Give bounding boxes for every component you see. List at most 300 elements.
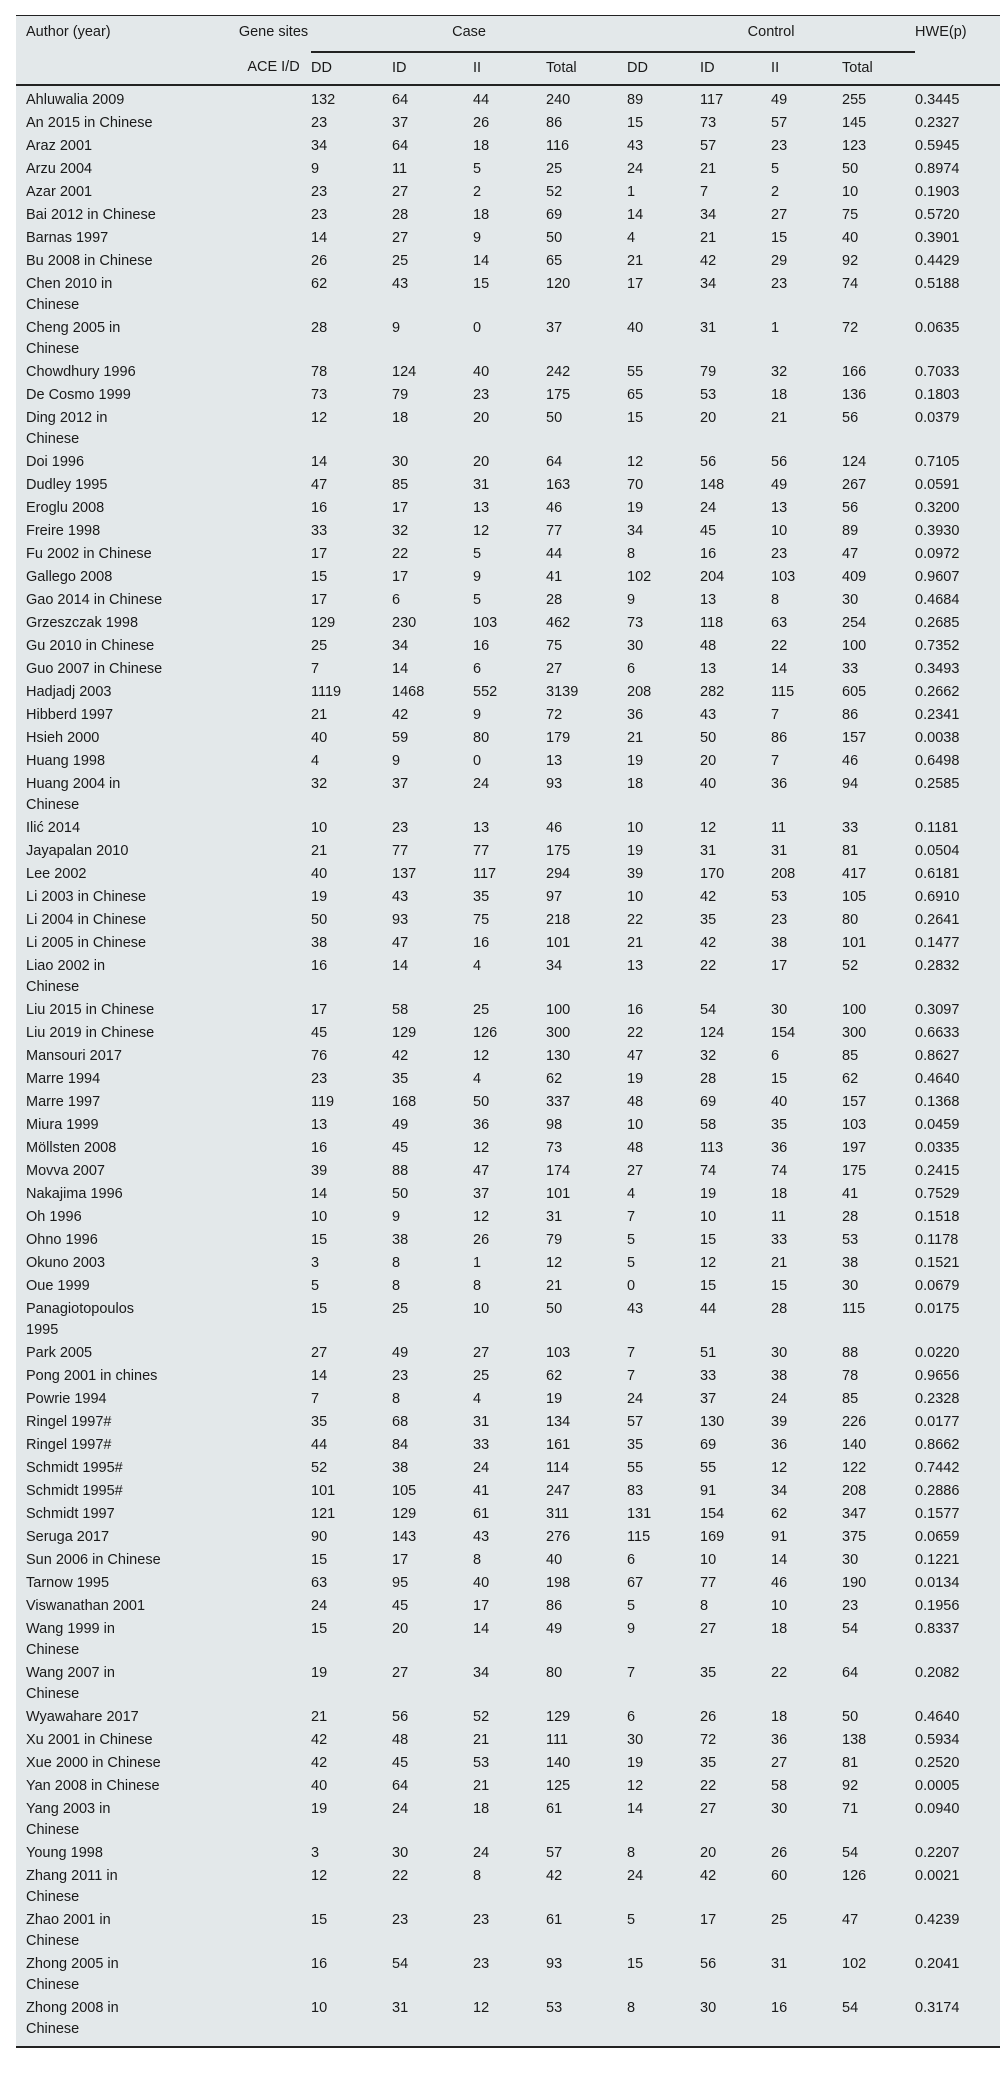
cell-case-total: 65 bbox=[546, 253, 563, 269]
cell-author bbox=[16, 317, 236, 361]
cell-control-total: 123 bbox=[842, 138, 867, 154]
table-row bbox=[16, 1298, 1000, 1342]
cell-author bbox=[16, 204, 236, 227]
cell-case-id: 49 bbox=[392, 1345, 409, 1361]
cell-case-id: 37 bbox=[392, 776, 409, 792]
cell-control-total: 140 bbox=[842, 1437, 867, 1453]
cell-gene-sites bbox=[236, 1865, 311, 1909]
table-row bbox=[16, 158, 1000, 181]
header-gene-sites: Gene sites bbox=[238, 24, 309, 40]
cell-hwe-p: 0.7352 bbox=[915, 638, 960, 654]
cell-case-ii: 5 bbox=[473, 161, 482, 177]
cell-control-dd: 17 bbox=[627, 276, 644, 292]
cell-case-ii: 23 bbox=[473, 387, 490, 403]
cell-case-ii: 12 bbox=[473, 1140, 490, 1156]
cell-gene-sites bbox=[236, 474, 311, 497]
cell-control-dd: 24 bbox=[627, 1868, 644, 1884]
cell-author bbox=[16, 612, 236, 635]
author-text: Young 1998 bbox=[26, 1845, 103, 1861]
cell-control-dd: 5 bbox=[627, 1912, 636, 1928]
cell-hwe-p: 0.4239 bbox=[915, 1912, 960, 1928]
author-text: Gallego 2008 bbox=[26, 569, 113, 585]
table-row bbox=[16, 1572, 1000, 1595]
cell-hwe-p: 0.8337 bbox=[915, 1621, 960, 1637]
cell-control-id: 27 bbox=[700, 1801, 717, 1817]
cell-case-dd: 7 bbox=[311, 1391, 320, 1407]
cell-control-total: 38 bbox=[842, 1255, 859, 1271]
cell-case-total: 50 bbox=[546, 230, 563, 246]
author-text: Hsieh 2000 bbox=[26, 730, 100, 746]
cell-case-dd: 16 bbox=[311, 500, 328, 516]
cell-case-id: 23 bbox=[392, 820, 409, 836]
cell-control-ii: 74 bbox=[771, 1163, 788, 1179]
author-text: Park 2005 bbox=[26, 1345, 93, 1361]
table-row bbox=[16, 520, 1000, 543]
cell-case-id: 30 bbox=[392, 1845, 409, 1861]
cell-case-ii: 0 bbox=[473, 320, 482, 336]
cell-author bbox=[16, 817, 236, 840]
cell-control-id: 42 bbox=[700, 1868, 717, 1884]
table-row bbox=[16, 384, 1000, 407]
cell-control-ii: 16 bbox=[771, 2000, 788, 2016]
table-row bbox=[16, 1411, 1000, 1434]
cell-control-id: 79 bbox=[700, 364, 717, 380]
cell-case-total: 98 bbox=[546, 1117, 563, 1133]
cell-case-dd: 5 bbox=[311, 1278, 320, 1294]
cell-case-dd: 44 bbox=[311, 1437, 328, 1453]
cell-author bbox=[16, 727, 236, 750]
header-control-total: Total bbox=[842, 52, 915, 85]
cell-author bbox=[16, 1137, 236, 1160]
cell-control-total: 115 bbox=[842, 1301, 866, 1317]
cell-control-ii: 53 bbox=[771, 889, 788, 905]
cell-control-ii: 27 bbox=[771, 207, 788, 223]
author-text: Miura 1999 bbox=[26, 1117, 99, 1133]
cell-case-ii: 17 bbox=[473, 1598, 490, 1614]
cell-case-id: 9 bbox=[392, 320, 401, 336]
cell-control-total: 103 bbox=[842, 1117, 867, 1133]
cell-control-dd: 36 bbox=[627, 707, 644, 723]
cell-control-ii: 38 bbox=[771, 935, 788, 951]
cell-author bbox=[16, 520, 236, 543]
cell-control-id: 42 bbox=[700, 935, 717, 951]
cell-control-dd: 21 bbox=[627, 935, 644, 951]
header-case-dd: DD bbox=[311, 52, 392, 85]
cell-control-id: 20 bbox=[700, 410, 717, 426]
cell-case-id: 25 bbox=[392, 253, 409, 269]
cell-hwe-p: 0.5720 bbox=[915, 207, 960, 223]
cell-hwe-p: 0.5945 bbox=[915, 138, 960, 154]
cell-case-total: 129 bbox=[546, 1709, 571, 1725]
cell-control-total: 255 bbox=[842, 92, 867, 108]
table-row bbox=[16, 1752, 1000, 1775]
cell-case-total: 179 bbox=[546, 730, 571, 746]
author-text: Xue 2000 in Chinese bbox=[26, 1755, 161, 1771]
cell-control-id: 37 bbox=[700, 1391, 717, 1407]
cell-case-id: 1468 bbox=[392, 684, 425, 700]
cell-case-id: 124 bbox=[392, 364, 417, 380]
author-text: Wang 2007 in Chinese bbox=[26, 1665, 115, 1702]
cell-gene-sites bbox=[236, 204, 311, 227]
cell-control-id: 54 bbox=[700, 1002, 717, 1018]
author-text: Cheng 2005 in Chinese bbox=[26, 320, 121, 357]
cell-control-total: 267 bbox=[842, 477, 867, 493]
cell-gene-sites bbox=[236, 750, 311, 773]
cell-case-total: 57 bbox=[546, 1845, 563, 1861]
cell-gene-sites bbox=[236, 1526, 311, 1549]
cell-author bbox=[16, 1865, 236, 1909]
cell-case-total: 41 bbox=[546, 569, 563, 585]
cell-control-dd: 6 bbox=[627, 661, 636, 677]
cell-control-total: 50 bbox=[842, 1709, 859, 1725]
cell-case-id: 42 bbox=[392, 1048, 409, 1064]
cell-case-id: 129 bbox=[392, 1506, 417, 1522]
cell-case-ii: 2 bbox=[473, 184, 482, 200]
cell-case-ii: 12 bbox=[473, 523, 490, 539]
cell-control-ii: 18 bbox=[771, 1709, 788, 1725]
cell-hwe-p: 0.2886 bbox=[915, 1483, 960, 1499]
table-row bbox=[16, 112, 1000, 135]
cell-control-dd: 19 bbox=[627, 1071, 644, 1087]
cell-control-id: 35 bbox=[700, 912, 717, 928]
cell-control-id: 13 bbox=[700, 661, 717, 677]
cell-control-id: 51 bbox=[700, 1345, 717, 1361]
author-text: Tarnow 1995 bbox=[26, 1575, 110, 1591]
cell-control-total: 71 bbox=[842, 1801, 859, 1817]
cell-control-total: 30 bbox=[842, 1552, 859, 1568]
cell-case-id: 22 bbox=[392, 1868, 409, 1884]
cell-control-dd: 4 bbox=[627, 230, 636, 246]
cell-author bbox=[16, 1662, 236, 1706]
table-row bbox=[16, 135, 1000, 158]
cell-control-dd: 6 bbox=[627, 1552, 636, 1568]
cell-control-dd: 15 bbox=[627, 115, 644, 131]
cell-control-ii: 26 bbox=[771, 1845, 788, 1861]
cell-case-total: 120 bbox=[546, 276, 571, 292]
cell-control-dd: 65 bbox=[627, 387, 644, 403]
author-text: Zhong 2005 in Chinese bbox=[26, 1956, 119, 1993]
table-row bbox=[16, 1798, 1000, 1842]
cell-hwe-p: 0.2585 bbox=[915, 776, 960, 792]
cell-control-total: 300 bbox=[842, 1025, 867, 1041]
author-text: Wyawahare 2017 bbox=[26, 1709, 139, 1725]
cell-hwe-p: 0.4640 bbox=[915, 1071, 960, 1087]
cell-control-dd: 5 bbox=[627, 1255, 636, 1271]
cell-hwe-p: 0.1521 bbox=[915, 1255, 960, 1271]
cell-gene-sites bbox=[236, 1298, 311, 1342]
cell-control-ii: 27 bbox=[771, 1755, 788, 1771]
cell-case-id: 23 bbox=[392, 1368, 409, 1384]
author-text: Sun 2006 in Chinese bbox=[26, 1552, 161, 1568]
cell-author bbox=[16, 407, 236, 451]
cell-control-dd: 7 bbox=[627, 1209, 636, 1225]
cell-control-dd: 7 bbox=[627, 1368, 636, 1384]
author-text: Liao 2002 in Chinese bbox=[26, 958, 106, 995]
cell-case-id: 27 bbox=[392, 184, 409, 200]
author-text: Gu 2010 in Chinese bbox=[26, 638, 155, 654]
cell-case-ii: 1 bbox=[473, 1255, 482, 1271]
author-text: Araz 2001 bbox=[26, 138, 93, 154]
cell-gene-sites bbox=[236, 635, 311, 658]
cell-case-total: 79 bbox=[546, 1232, 563, 1248]
cell-case-ii: 50 bbox=[473, 1094, 490, 1110]
cell-hwe-p: 0.1221 bbox=[915, 1552, 960, 1568]
cell-case-dd: 63 bbox=[311, 1575, 328, 1591]
author-text: Liu 2019 in Chinese bbox=[26, 1025, 155, 1041]
cell-control-ii: 33 bbox=[771, 1232, 788, 1248]
cell-case-ii: 13 bbox=[473, 820, 490, 836]
cell-case-dd: 12 bbox=[311, 1868, 328, 1884]
cell-case-dd: 62 bbox=[311, 276, 328, 292]
cell-case-ii: 0 bbox=[473, 753, 482, 769]
cell-gene-sites bbox=[236, 658, 311, 681]
cell-control-id: 12 bbox=[700, 820, 717, 836]
cell-control-ii: 57 bbox=[771, 115, 788, 131]
cell-hwe-p: 0.3174 bbox=[915, 2000, 960, 2016]
cell-gene-sites bbox=[236, 727, 311, 750]
cell-case-dd: 78 bbox=[311, 364, 328, 380]
cell-control-dd: 35 bbox=[627, 1437, 644, 1453]
cell-case-total: 21 bbox=[546, 1278, 563, 1294]
author-text: Chen 2010 in Chinese bbox=[26, 276, 113, 313]
cell-control-ii: 34 bbox=[771, 1483, 788, 1499]
cell-case-ii: 117 bbox=[473, 866, 497, 882]
cell-case-total: 103 bbox=[546, 1345, 571, 1361]
cell-control-ii: 18 bbox=[771, 1186, 788, 1202]
cell-case-id: 37 bbox=[392, 115, 409, 131]
cell-case-dd: 3 bbox=[311, 1845, 320, 1861]
cell-case-total: 174 bbox=[546, 1163, 571, 1179]
cell-author bbox=[16, 999, 236, 1022]
cell-case-total: 49 bbox=[546, 1621, 563, 1637]
cell-case-dd: 7 bbox=[311, 661, 320, 677]
author-text: Huang 2004 in Chinese bbox=[26, 776, 121, 813]
cell-case-id: 18 bbox=[392, 410, 409, 426]
cell-case-total: 52 bbox=[546, 184, 563, 200]
cell-hwe-p: 0.2327 bbox=[915, 115, 960, 131]
cell-gene-sites bbox=[236, 85, 311, 112]
cell-control-dd: 4 bbox=[627, 1186, 636, 1202]
cell-hwe-p: 0.5188 bbox=[915, 276, 960, 292]
cell-case-ii: 40 bbox=[473, 364, 490, 380]
cell-control-total: 347 bbox=[842, 1506, 867, 1522]
cell-author bbox=[16, 1045, 236, 1068]
cell-case-ii: 25 bbox=[473, 1368, 490, 1384]
cell-control-id: 15 bbox=[700, 1232, 717, 1248]
cell-gene-sites bbox=[236, 1842, 311, 1865]
author-text: Schmidt 1995# bbox=[26, 1460, 123, 1476]
cell-case-total: 64 bbox=[546, 454, 563, 470]
cell-gene-sites bbox=[236, 612, 311, 635]
cell-case-dd: 34 bbox=[311, 138, 328, 154]
cell-author bbox=[16, 1775, 236, 1798]
cell-case-id: 30 bbox=[392, 454, 409, 470]
cell-control-ii: 63 bbox=[771, 615, 788, 631]
cell-author bbox=[16, 384, 236, 407]
cell-case-id: 105 bbox=[392, 1483, 417, 1499]
cell-case-ii: 12 bbox=[473, 1209, 490, 1225]
table-row bbox=[16, 1526, 1000, 1549]
cell-case-ii: 16 bbox=[473, 638, 490, 654]
cell-author bbox=[16, 1572, 236, 1595]
cell-control-ii: 25 bbox=[771, 1912, 788, 1928]
cell-case-ii: 44 bbox=[473, 92, 490, 108]
cell-case-ii: 12 bbox=[473, 1048, 490, 1064]
cell-author bbox=[16, 227, 236, 250]
cell-gene-sites bbox=[236, 1549, 311, 1572]
table-row bbox=[16, 658, 1000, 681]
cell-case-id: 137 bbox=[392, 866, 417, 882]
author-text: Dudley 1995 bbox=[26, 477, 108, 493]
cell-control-total: 33 bbox=[842, 820, 859, 836]
header-ace-id: ACE I/D bbox=[236, 52, 311, 85]
cell-hwe-p: 0.8662 bbox=[915, 1437, 960, 1453]
cell-case-id: 93 bbox=[392, 912, 409, 928]
cell-case-total: 175 bbox=[546, 387, 571, 403]
cell-control-total: 85 bbox=[842, 1048, 859, 1064]
cell-case-total: 100 bbox=[546, 1002, 571, 1018]
cell-author bbox=[16, 1229, 236, 1252]
cell-control-dd: 43 bbox=[627, 138, 644, 154]
cell-case-total: 19 bbox=[546, 1391, 563, 1407]
cell-control-id: 40 bbox=[700, 776, 717, 792]
cell-case-total: 93 bbox=[546, 776, 563, 792]
cell-gene-sites bbox=[236, 407, 311, 451]
cell-control-dd: 24 bbox=[627, 161, 644, 177]
cell-hwe-p: 0.1577 bbox=[915, 1506, 960, 1522]
cell-hwe-p: 0.0940 bbox=[915, 1801, 960, 1817]
cell-hwe-p: 0.2685 bbox=[915, 615, 960, 631]
cell-hwe-p: 0.1181 bbox=[915, 820, 959, 836]
table-row bbox=[16, 474, 1000, 497]
cell-case-ii: 34 bbox=[473, 1665, 490, 1681]
cell-control-ii: 15 bbox=[771, 1071, 788, 1087]
table-row bbox=[16, 1229, 1000, 1252]
cell-control-total: 409 bbox=[842, 569, 867, 585]
cell-case-ii: 24 bbox=[473, 1845, 490, 1861]
cell-case-id: 49 bbox=[392, 1117, 409, 1133]
cell-case-id: 17 bbox=[392, 569, 409, 585]
cell-control-id: 282 bbox=[700, 684, 725, 700]
cell-case-ii: 41 bbox=[473, 1483, 490, 1499]
table-row bbox=[16, 773, 1000, 817]
cell-author bbox=[16, 658, 236, 681]
cell-control-total: 50 bbox=[842, 161, 859, 177]
cell-control-id: 17 bbox=[700, 1912, 717, 1928]
cell-control-ii: 15 bbox=[771, 230, 788, 246]
cell-case-total: 276 bbox=[546, 1529, 571, 1545]
cell-case-dd: 16 bbox=[311, 958, 328, 974]
cell-author bbox=[16, 181, 236, 204]
cell-case-dd: 132 bbox=[311, 92, 336, 108]
cell-case-ii: 14 bbox=[473, 1621, 490, 1637]
cell-case-id: 28 bbox=[392, 207, 409, 223]
cell-control-dd: 9 bbox=[627, 592, 636, 608]
cell-control-dd: 19 bbox=[627, 500, 644, 516]
header-control-ii: II bbox=[771, 52, 842, 85]
cell-hwe-p: 0.0659 bbox=[915, 1529, 960, 1545]
cell-control-total: 54 bbox=[842, 1621, 859, 1637]
cell-control-ii: 62 bbox=[771, 1506, 788, 1522]
cell-hwe-p: 0.1518 bbox=[915, 1209, 960, 1225]
cell-control-ii: 12 bbox=[771, 1460, 788, 1476]
cell-author bbox=[16, 1275, 236, 1298]
cell-author bbox=[16, 1503, 236, 1526]
cell-case-total: 163 bbox=[546, 477, 571, 493]
table-row bbox=[16, 1549, 1000, 1572]
cell-control-dd: 8 bbox=[627, 546, 636, 562]
cell-author bbox=[16, 1480, 236, 1503]
cell-gene-sites bbox=[236, 158, 311, 181]
cell-case-dd: 28 bbox=[311, 320, 328, 336]
table-row bbox=[16, 1662, 1000, 1706]
cell-author bbox=[16, 474, 236, 497]
author-text: Xu 2001 in Chinese bbox=[26, 1732, 153, 1748]
cell-case-dd: 39 bbox=[311, 1163, 328, 1179]
cell-hwe-p: 0.6633 bbox=[915, 1025, 960, 1041]
cell-case-total: 73 bbox=[546, 1140, 563, 1156]
cell-author bbox=[16, 497, 236, 520]
cell-control-total: 23 bbox=[842, 1598, 859, 1614]
cell-case-dd: 21 bbox=[311, 1709, 328, 1725]
cell-gene-sites bbox=[236, 451, 311, 474]
cell-control-id: 28 bbox=[700, 1071, 717, 1087]
table-row bbox=[16, 566, 1000, 589]
cell-control-ii: 13 bbox=[771, 500, 788, 516]
cell-control-ii: 86 bbox=[771, 730, 788, 746]
cell-control-id: 31 bbox=[700, 320, 717, 336]
cell-control-dd: 9 bbox=[627, 1621, 636, 1637]
cell-case-ii: 21 bbox=[473, 1778, 490, 1794]
cell-gene-sites bbox=[236, 1434, 311, 1457]
cell-case-ii: 40 bbox=[473, 1575, 490, 1591]
cell-case-dd: 90 bbox=[311, 1529, 328, 1545]
cell-gene-sites bbox=[236, 543, 311, 566]
cell-control-total: 47 bbox=[842, 546, 859, 562]
cell-case-ii: 80 bbox=[473, 730, 490, 746]
author-text: Marre 1994 bbox=[26, 1071, 101, 1087]
cell-control-id: 56 bbox=[700, 1956, 717, 1972]
cell-control-total: 101 bbox=[842, 935, 867, 951]
cell-case-id: 143 bbox=[392, 1529, 417, 1545]
cell-control-total: 53 bbox=[842, 1232, 859, 1248]
cell-control-dd: 10 bbox=[627, 889, 644, 905]
cell-case-ii: 20 bbox=[473, 410, 490, 426]
cell-control-ii: 5 bbox=[771, 161, 780, 177]
cell-hwe-p: 0.5934 bbox=[915, 1732, 960, 1748]
cell-control-dd: 15 bbox=[627, 1956, 644, 1972]
cell-case-total: 31 bbox=[546, 1209, 563, 1225]
cell-author bbox=[16, 273, 236, 317]
cell-hwe-p: 0.0459 bbox=[915, 1117, 960, 1133]
cell-case-id: 64 bbox=[392, 1778, 409, 1794]
cell-case-dd: 50 bbox=[311, 912, 328, 928]
table-row bbox=[16, 635, 1000, 658]
cell-case-total: 337 bbox=[546, 1094, 571, 1110]
cell-control-total: 190 bbox=[842, 1575, 867, 1591]
cell-case-id: 8 bbox=[392, 1255, 401, 1271]
cell-case-ii: 53 bbox=[473, 1755, 490, 1771]
cell-author bbox=[16, 1206, 236, 1229]
cell-gene-sites bbox=[236, 1206, 311, 1229]
cell-case-ii: 52 bbox=[473, 1709, 490, 1725]
cell-case-ii: 18 bbox=[473, 207, 490, 223]
cell-gene-sites bbox=[236, 1068, 311, 1091]
cell-gene-sites bbox=[236, 1997, 311, 2046]
author-text: Barnas 1997 bbox=[26, 230, 109, 246]
author-text: Powrie 1994 bbox=[26, 1391, 107, 1407]
cell-control-id: 35 bbox=[700, 1755, 717, 1771]
